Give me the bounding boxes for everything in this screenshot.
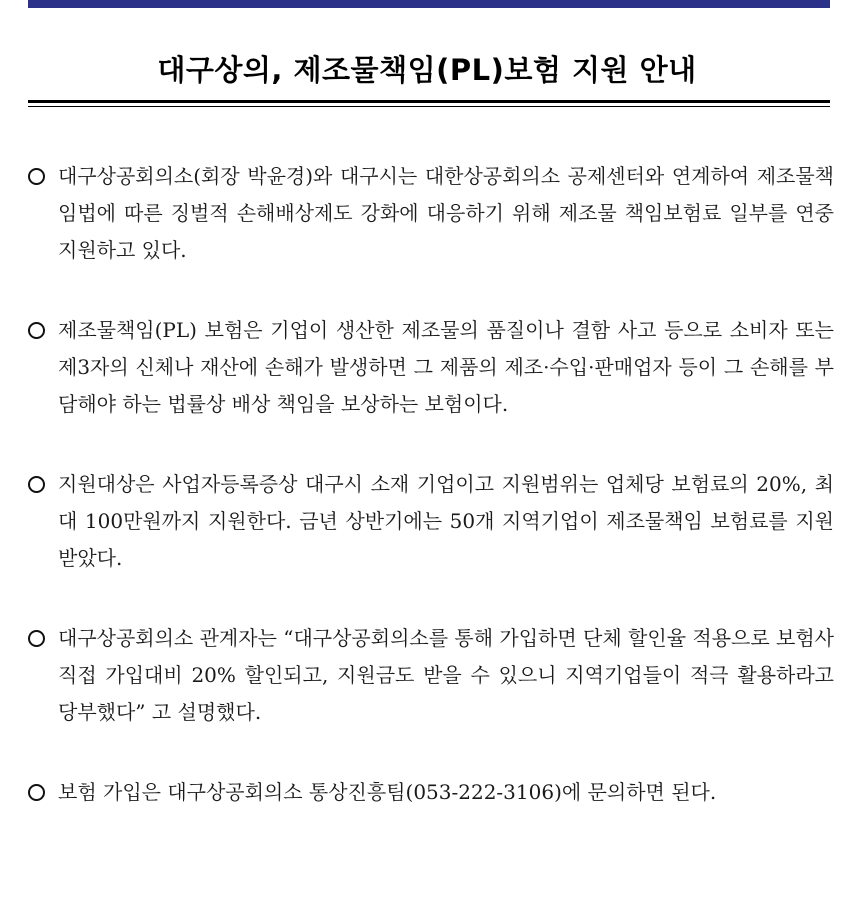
paragraph-1: [28, 158, 834, 269]
top-color-band: [28, 0, 830, 8]
circle-bullet-icon: [28, 784, 45, 801]
page-title: 대구상의, 제조물책임(PL)보험 지원 안내: [157, 53, 697, 87]
paragraph-text: 제조물책임(PL) 보험은 기업이 생산한 제조물의 품질이나 결함 사고 등으로 소비자 또는 제3자의 신체나 재산에 손해가 발생하면 그 제품의 제조·수입·판매업자 등이 그 손해를 부담해야 하는 법률상 배상 책임을 보상하는 보험이다.: [58, 318, 834, 416]
paragraph-text: 대구상공회의소(회장 박윤경)와 대구시는 대한상공회의소 공제센터와 연계하여 제조물책임법에 따른 징벌적 손해배상제도 강화에 대응하기 위해 제조물 책임보험료 일부를 연중 지원하고 있다.: [58, 164, 834, 262]
paragraph-4: [28, 620, 834, 731]
paragraph-2: [28, 312, 834, 423]
paragraph-text: 보험 가입은 대구상공회의소 통상진흥팀(053-222-3106)에 문의하면 된다.: [58, 780, 717, 804]
document-body: [28, 158, 834, 811]
title-divider-thin: [28, 106, 830, 107]
circle-bullet-icon: [28, 476, 45, 493]
circle-bullet-icon: [28, 322, 45, 339]
paragraph-text: 대구상공회의소 관계자는 “대구상공회의소를 통해 가입하면 단체 할인율 적용으로 보험사 직접 가입대비 20% 할인되고, 지원금도 받을 수 있으니 지역기업들이 적극 활용하라고 당부했다” 고 설명했다.: [58, 626, 834, 724]
paragraph-5: [28, 774, 834, 811]
circle-bullet-icon: [28, 168, 45, 185]
paragraph-3: [28, 466, 834, 577]
paragraph-text: 지원대상은 사업자등록증상 대구시 소재 기업이고 지원범위는 업체당 보험료의 20%, 최대 100만원까지 지원한다. 금년 상반기에는 50개 지역기업이 제조물책임 보험료를 지원받았다.: [58, 472, 834, 570]
circle-bullet-icon: [28, 630, 45, 647]
title-divider-thick: [28, 100, 830, 103]
